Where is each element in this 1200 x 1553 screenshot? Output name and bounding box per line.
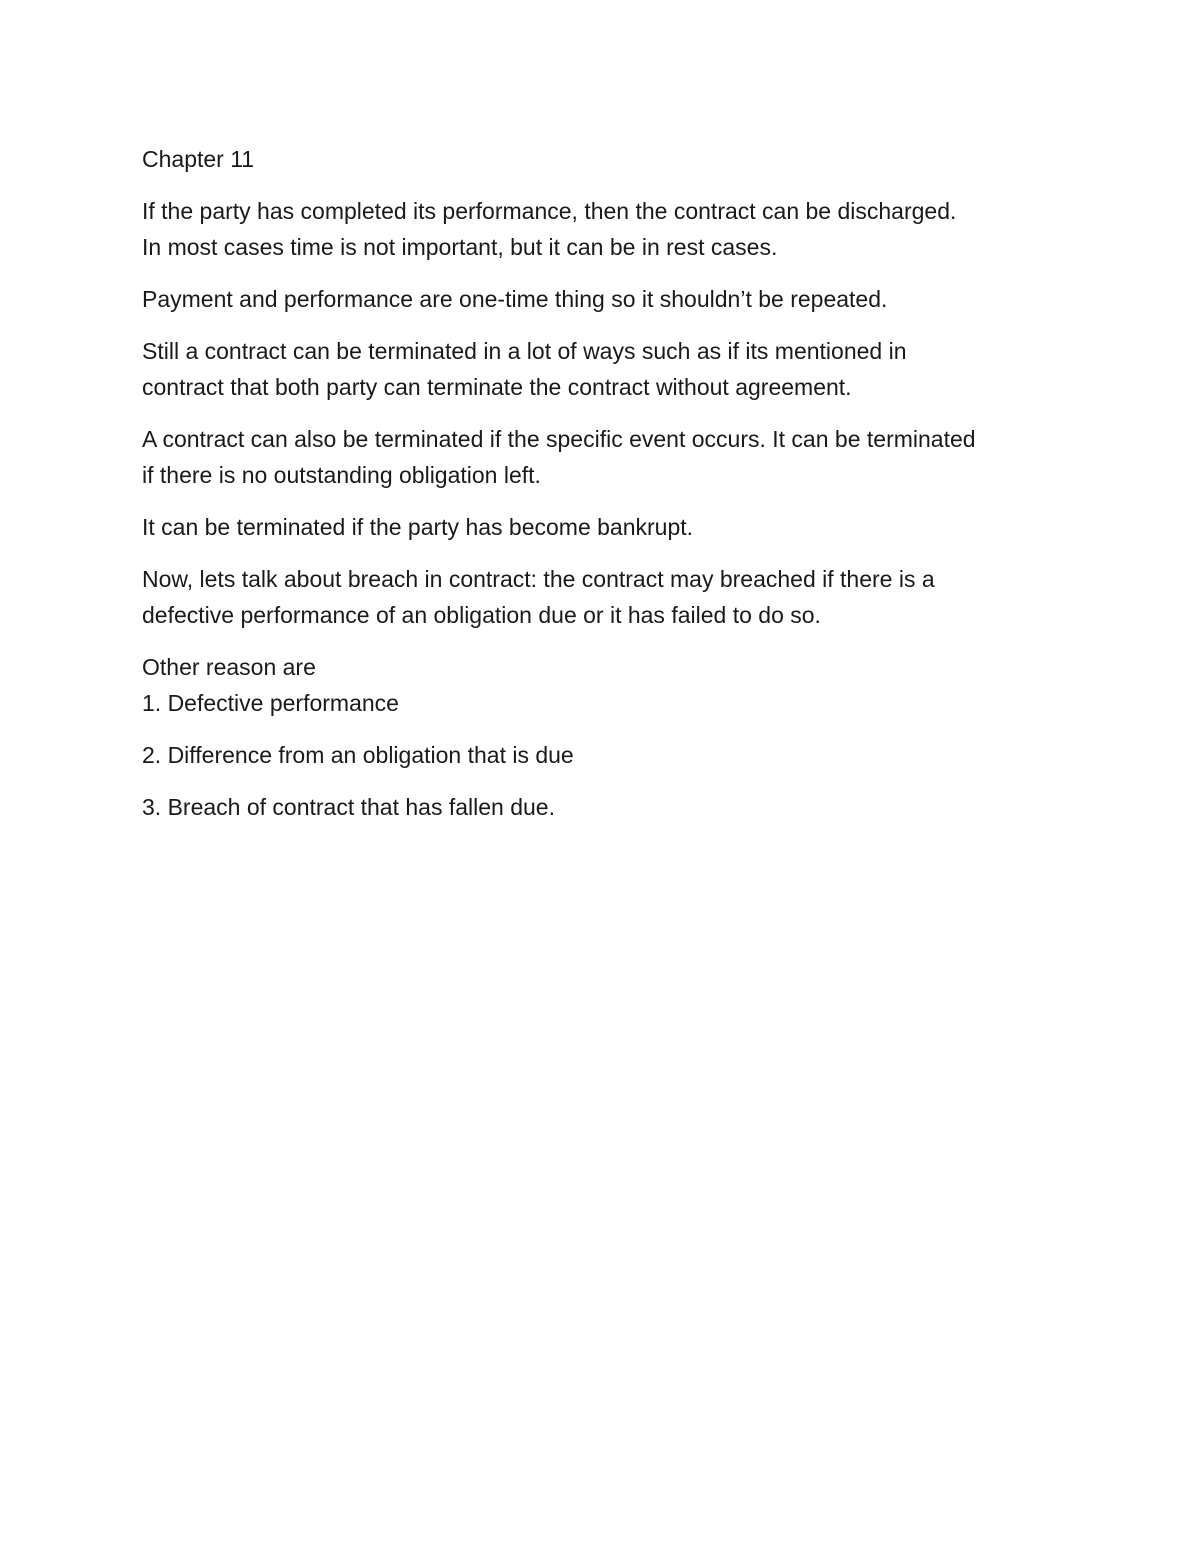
reason-item-2: 2. Difference from an obligation that is due [142,742,574,768]
paragraph-breach [142,561,1082,633]
paragraph-line: contract that both party can terminate the contract without agreement. [142,374,852,400]
paragraph-line: A contract can also be terminated if the specific event occurs. It can be terminated [142,426,976,452]
paragraph-termination-ways [142,333,1082,405]
chapter-title: Chapter 11 [142,146,255,172]
paragraph-line: If the party has completed its performance, then the contract can be discharged. [142,198,957,224]
reason-item-1: 1. Defective performance [142,690,399,716]
paragraph-payment [142,281,1082,317]
reason-item-3: 3. Breach of contract that has fallen due. [142,794,555,820]
paragraph-discharge [142,193,1082,265]
paragraph-line: defective performance of an obligation due or it has failed to do so. [142,602,821,628]
paragraph-bankrupt [142,509,1082,545]
paragraph-line: Still a contract can be terminated in a lot of ways such as if its mentioned in [142,338,907,364]
paragraph-line: In most cases time is not important, but it can be in rest cases. [142,234,778,260]
paragraph-line: It can be terminated if the party has become bankrupt. [142,514,694,540]
paragraph-line: Payment and performance are one-time thing so it shouldn’t be repeated. [142,286,888,312]
paragraph-line: if there is no outstanding obligation left. [142,462,541,488]
paragraph-specific-event [142,421,1082,493]
paragraph-line: Now, lets talk about breach in contract: the contract may breached if there is a [142,566,935,592]
document-body [142,141,1082,841]
reasons-intro: Other reason are [142,654,316,680]
